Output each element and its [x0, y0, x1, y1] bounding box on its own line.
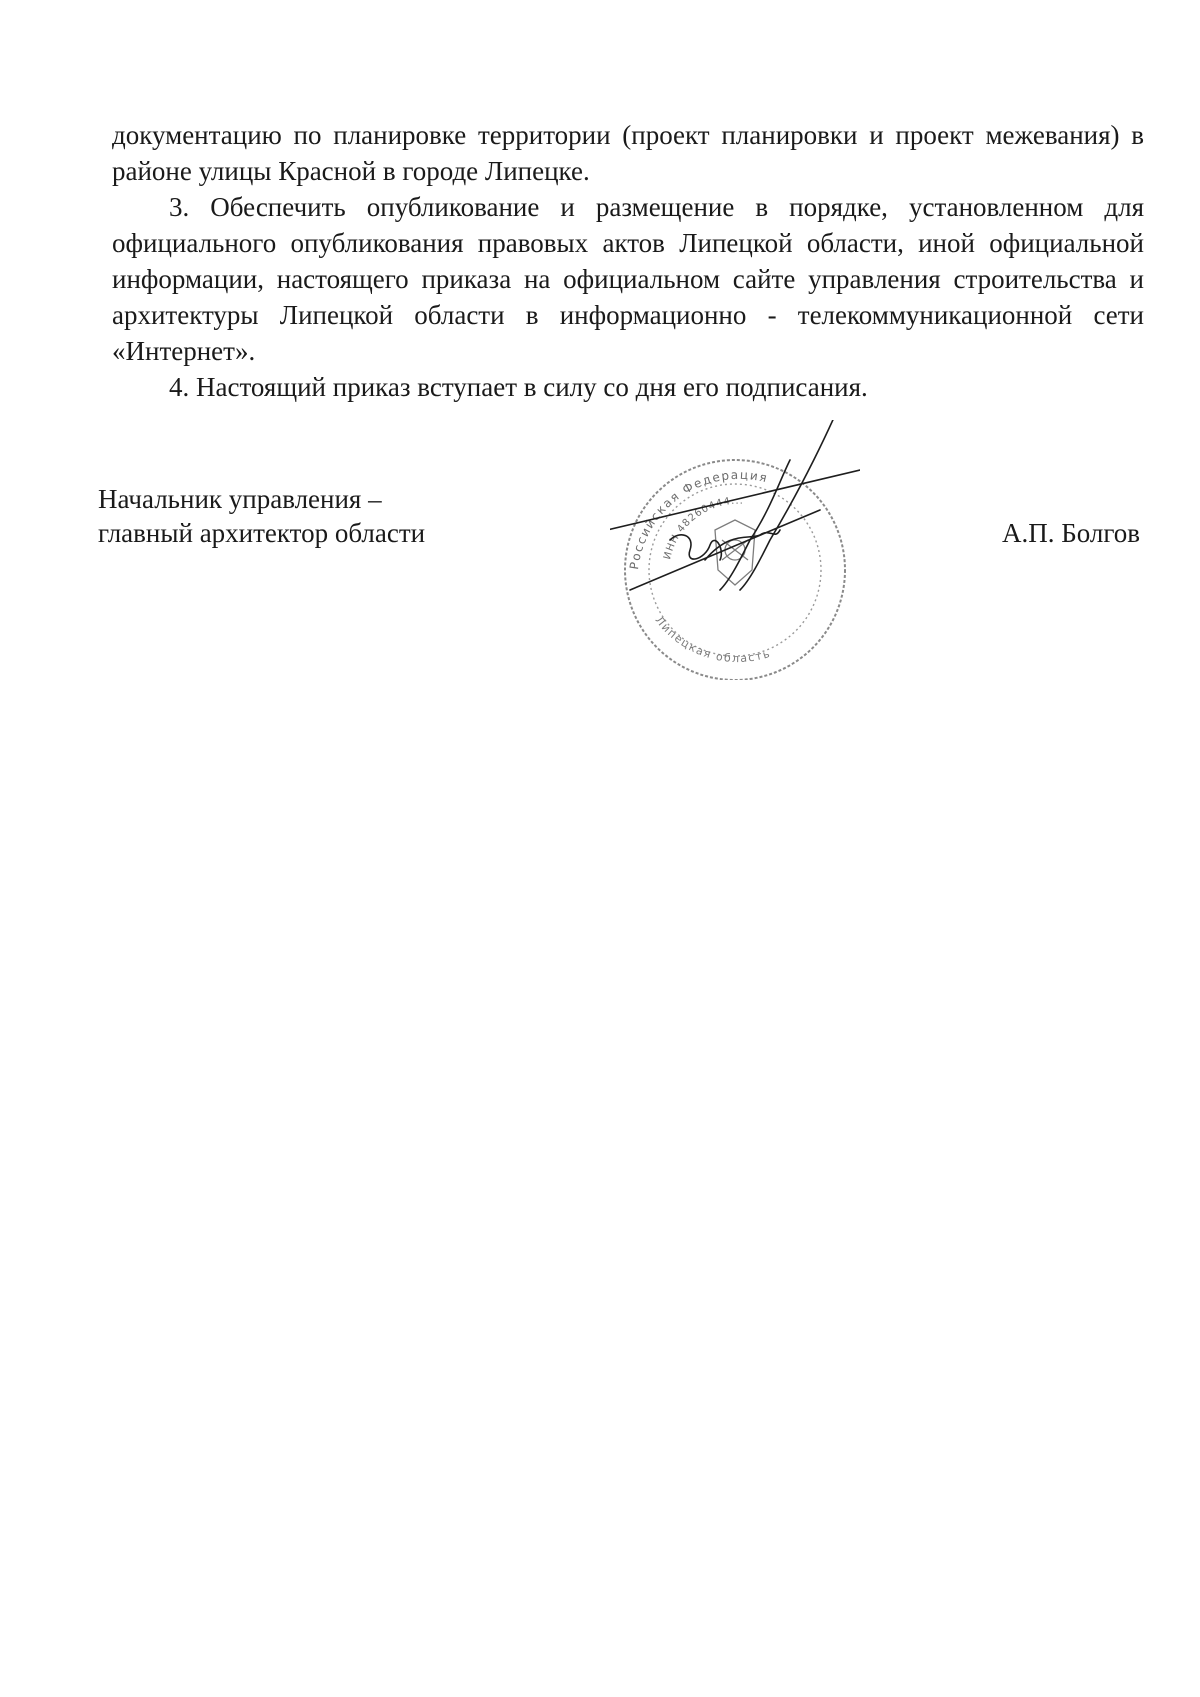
signatory-position — [98, 482, 425, 550]
signatory-name: А.П. Болгов — [1002, 518, 1141, 548]
svg-text:Российская Федерация: Российская Федерация — [627, 467, 770, 571]
paragraph-item-4: 4. Настоящий приказ вступает в силу со дня его подписания. — [169, 372, 868, 402]
official-stamp-with-signature — [610, 420, 860, 680]
signatory-position-line-2: главный архитектор области — [98, 518, 426, 548]
document-body — [112, 117, 1144, 405]
svg-text:ИНН 48260444...: ИНН 48260444... — [662, 495, 745, 561]
svg-text:Липецкая область: Липецкая область — [652, 613, 773, 666]
paragraph-continuation: документацию по планировке территории (проект планировки и проект межевания) в районе улицы Красной в городе Липецке. — [112, 120, 1144, 186]
signatory-position-line-1: Начальник управления – — [98, 484, 382, 514]
paragraph-item-3: 3. Обеспечить опубликование и размещение в порядке, установленном для официального опубликования правовых актов Липецкой области, иной официальной информации, настоящего приказа на официальном сайте управления строительства и архитектуры Липецкой области в информационно - телекоммуникационной сети «Интернет». — [112, 192, 1144, 366]
